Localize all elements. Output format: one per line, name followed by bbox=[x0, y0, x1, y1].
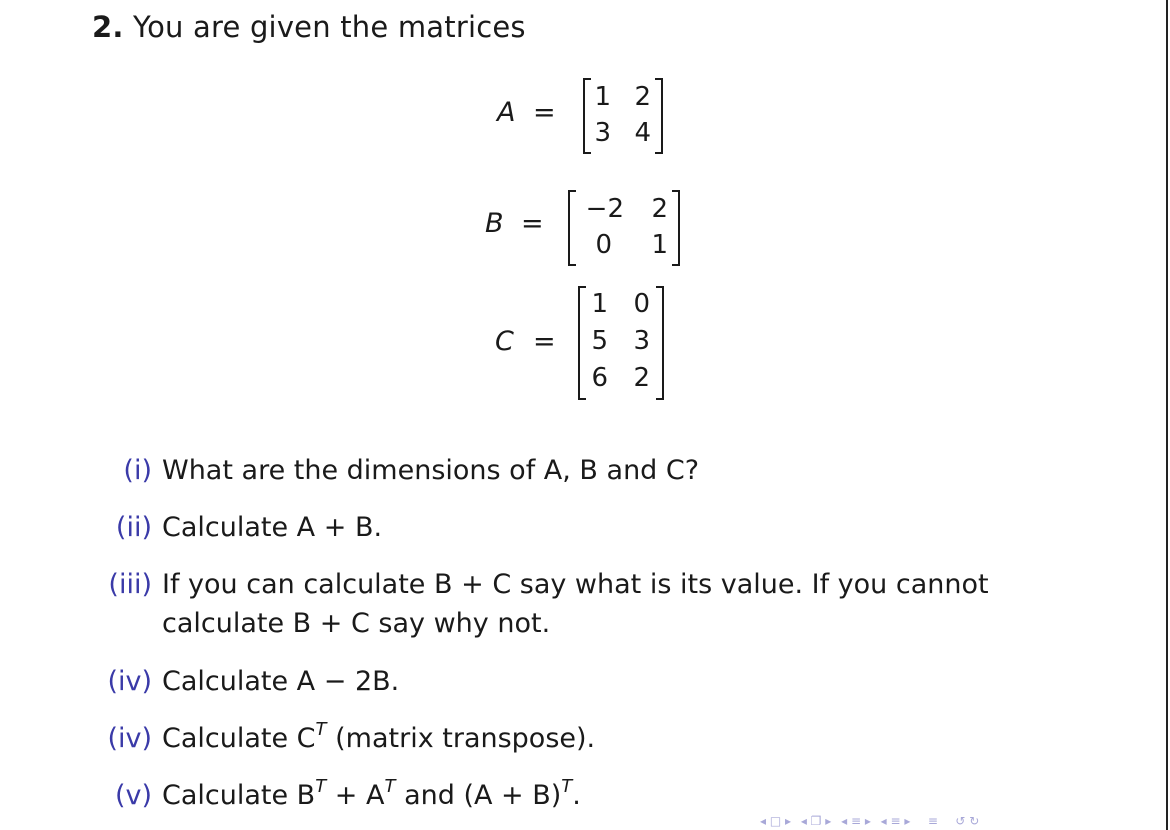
item-label: (i) bbox=[123, 455, 152, 486]
problem-heading bbox=[92, 10, 526, 44]
nav-prev-frame-icon[interactable]: ◂ □ ▸ bbox=[760, 814, 792, 828]
matrix-c-cell: 6 bbox=[591, 363, 608, 393]
matrix-c-brackets bbox=[578, 286, 664, 400]
nav-next-section-icon[interactable]: ◂ ≡ ▸ bbox=[880, 814, 911, 828]
matrix-c-cell: 0 bbox=[633, 289, 650, 319]
item-label: (ii) bbox=[115, 512, 152, 543]
matrix-b-cell: 2 bbox=[651, 194, 668, 224]
matrix-c-name: C bbox=[495, 326, 514, 357]
equals-sign: = bbox=[533, 97, 556, 128]
problem-intro: You are given the matrices bbox=[133, 10, 526, 44]
matrix-c-cell: 2 bbox=[633, 363, 650, 393]
matrix-b-brackets bbox=[568, 190, 680, 266]
item-text: If you can calculate B + C say what is its value. If you cannot bbox=[162, 569, 989, 600]
item-label: (iv) bbox=[107, 666, 152, 697]
matrix-c-cell: 1 bbox=[591, 289, 608, 319]
equals-sign: = bbox=[521, 208, 544, 239]
item-text: Calculate $B^T + A^T$ and $(A + B)^T$. bbox=[162, 776, 581, 811]
beamer-navigation[interactable] bbox=[760, 814, 1170, 830]
equals-sign: = bbox=[533, 326, 556, 357]
matrix-c-cell: 3 bbox=[633, 326, 650, 356]
nav-search-icon[interactable]: ↺ ↻ bbox=[947, 814, 980, 828]
problem-number: 2. bbox=[92, 10, 124, 44]
item-text: What are the dimensions of A, B and C? bbox=[162, 455, 700, 486]
matrix-a-cell: 2 bbox=[634, 82, 651, 112]
matrix-b-cell: −2 bbox=[585, 194, 624, 224]
matrix-c-cell: 5 bbox=[591, 326, 608, 356]
nav-prev-section-icon[interactable]: ◂ ≡ ▸ bbox=[841, 814, 871, 828]
matrix-b-name: B bbox=[485, 208, 504, 239]
matrix-a-brackets bbox=[583, 78, 663, 154]
matrix-a-cell: 4 bbox=[634, 118, 651, 148]
matrix-b-cell: 0 bbox=[595, 230, 612, 260]
matrix-b-cell: 1 bbox=[651, 230, 668, 260]
matrix-a-cell: 3 bbox=[594, 118, 611, 148]
item-label: (v) bbox=[114, 780, 152, 811]
matrix-a-cell: 1 bbox=[594, 82, 611, 112]
item-text: Calculate A + B. bbox=[162, 512, 383, 543]
item-text: Calculate $C^T$ (matrix transpose). bbox=[162, 719, 596, 754]
item-text: Calculate A − 2B. bbox=[162, 666, 400, 697]
item-label: (iii) bbox=[108, 569, 152, 600]
item-label: (iv) bbox=[107, 723, 152, 754]
nav-next-frame-icon[interactable]: ◂ ❐ ▸ bbox=[800, 814, 832, 828]
nav-menu-icon[interactable]: ≡ bbox=[920, 814, 938, 828]
matrix-a-name: A bbox=[497, 97, 516, 128]
item-text-continued: calculate B + C say why not. bbox=[162, 608, 551, 639]
